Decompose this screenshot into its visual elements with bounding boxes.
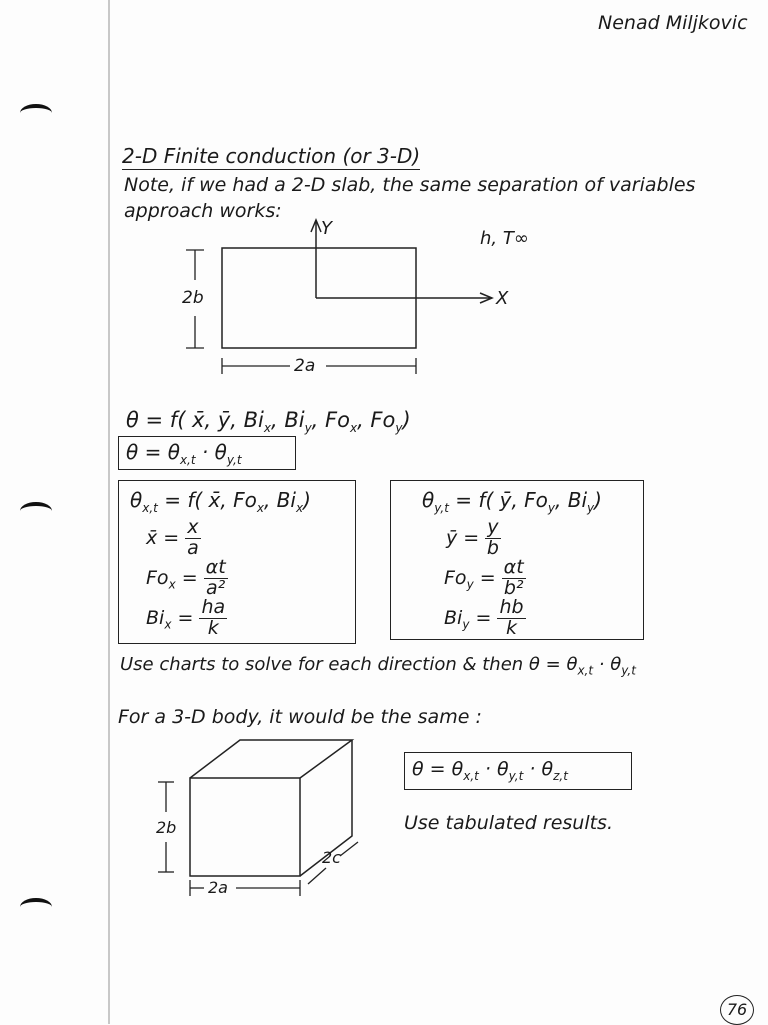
width-label: 2a: [294, 356, 316, 376]
ybar-definition: ȳ = $\frac{y}{b}$: [446, 516, 499, 559]
bi-y-definition: $Bi_y$ = $\frac{hb}{k}$: [444, 596, 524, 639]
fo-y-definition: $Fo_y$ = $\frac{\alpha t}{\text{b²}}$: [444, 556, 524, 599]
theta-function-equation: θ = f( x̄, ȳ, $Bi_x$, $Bi_y$, $Fo_x$, $Fo_y$): [126, 408, 411, 436]
note-line-1: Note, if we had a 2-D slab, the same separation of variables: [124, 174, 696, 196]
height-label: 2b: [182, 288, 204, 308]
fo-x-definition: $Fo_x$ = $\frac{\alpha t}{\text{a²}}$: [146, 556, 226, 599]
bi-x-definition: $Bi_x$ = $\frac{ha}{k}$: [146, 596, 226, 639]
use-charts-note: Use charts to solve for each direction & then $\theta = \theta_{x,t} \cdot \theta_{y,t}$: [120, 654, 636, 678]
note-line-2: approach works:: [124, 200, 282, 222]
theta-3d-equation: $\theta = \theta_{x,t} \cdot \theta_{y,t} \cdot \theta_{z,t}$: [412, 758, 568, 783]
block-height-label: 2b: [156, 818, 177, 837]
author-name: Nenad Miljkovic: [598, 12, 748, 34]
page-number: 76: [720, 995, 754, 1025]
boundary-label: h, T∞: [480, 228, 529, 249]
xbar-definition: x̄ = $\frac{x}{a}$: [146, 516, 199, 559]
theta-product-equation: $\theta = \theta_{x,t} \cdot \theta_{y,t}$: [126, 440, 242, 467]
block-width-label: 2a: [208, 878, 228, 897]
theta-x-equation: $\theta_{x,t} = f$( x̄, $Fo_x$, $Bi_x$): [130, 488, 311, 515]
x-axis-label: X: [496, 288, 509, 309]
block-depth-label: 2c: [322, 848, 341, 867]
three-d-intro: For a 3-D body, it would be the same :: [118, 706, 482, 728]
use-tables-note: Use tabulated results.: [404, 812, 613, 834]
theta-y-equation: $\theta_{y,t} = f$( ȳ, $Fo_y$, $Bi_y$): [422, 488, 602, 515]
y-axis-label: Y: [321, 218, 332, 239]
section-heading: 2-D Finite conduction (or 3-D): [122, 144, 421, 168]
